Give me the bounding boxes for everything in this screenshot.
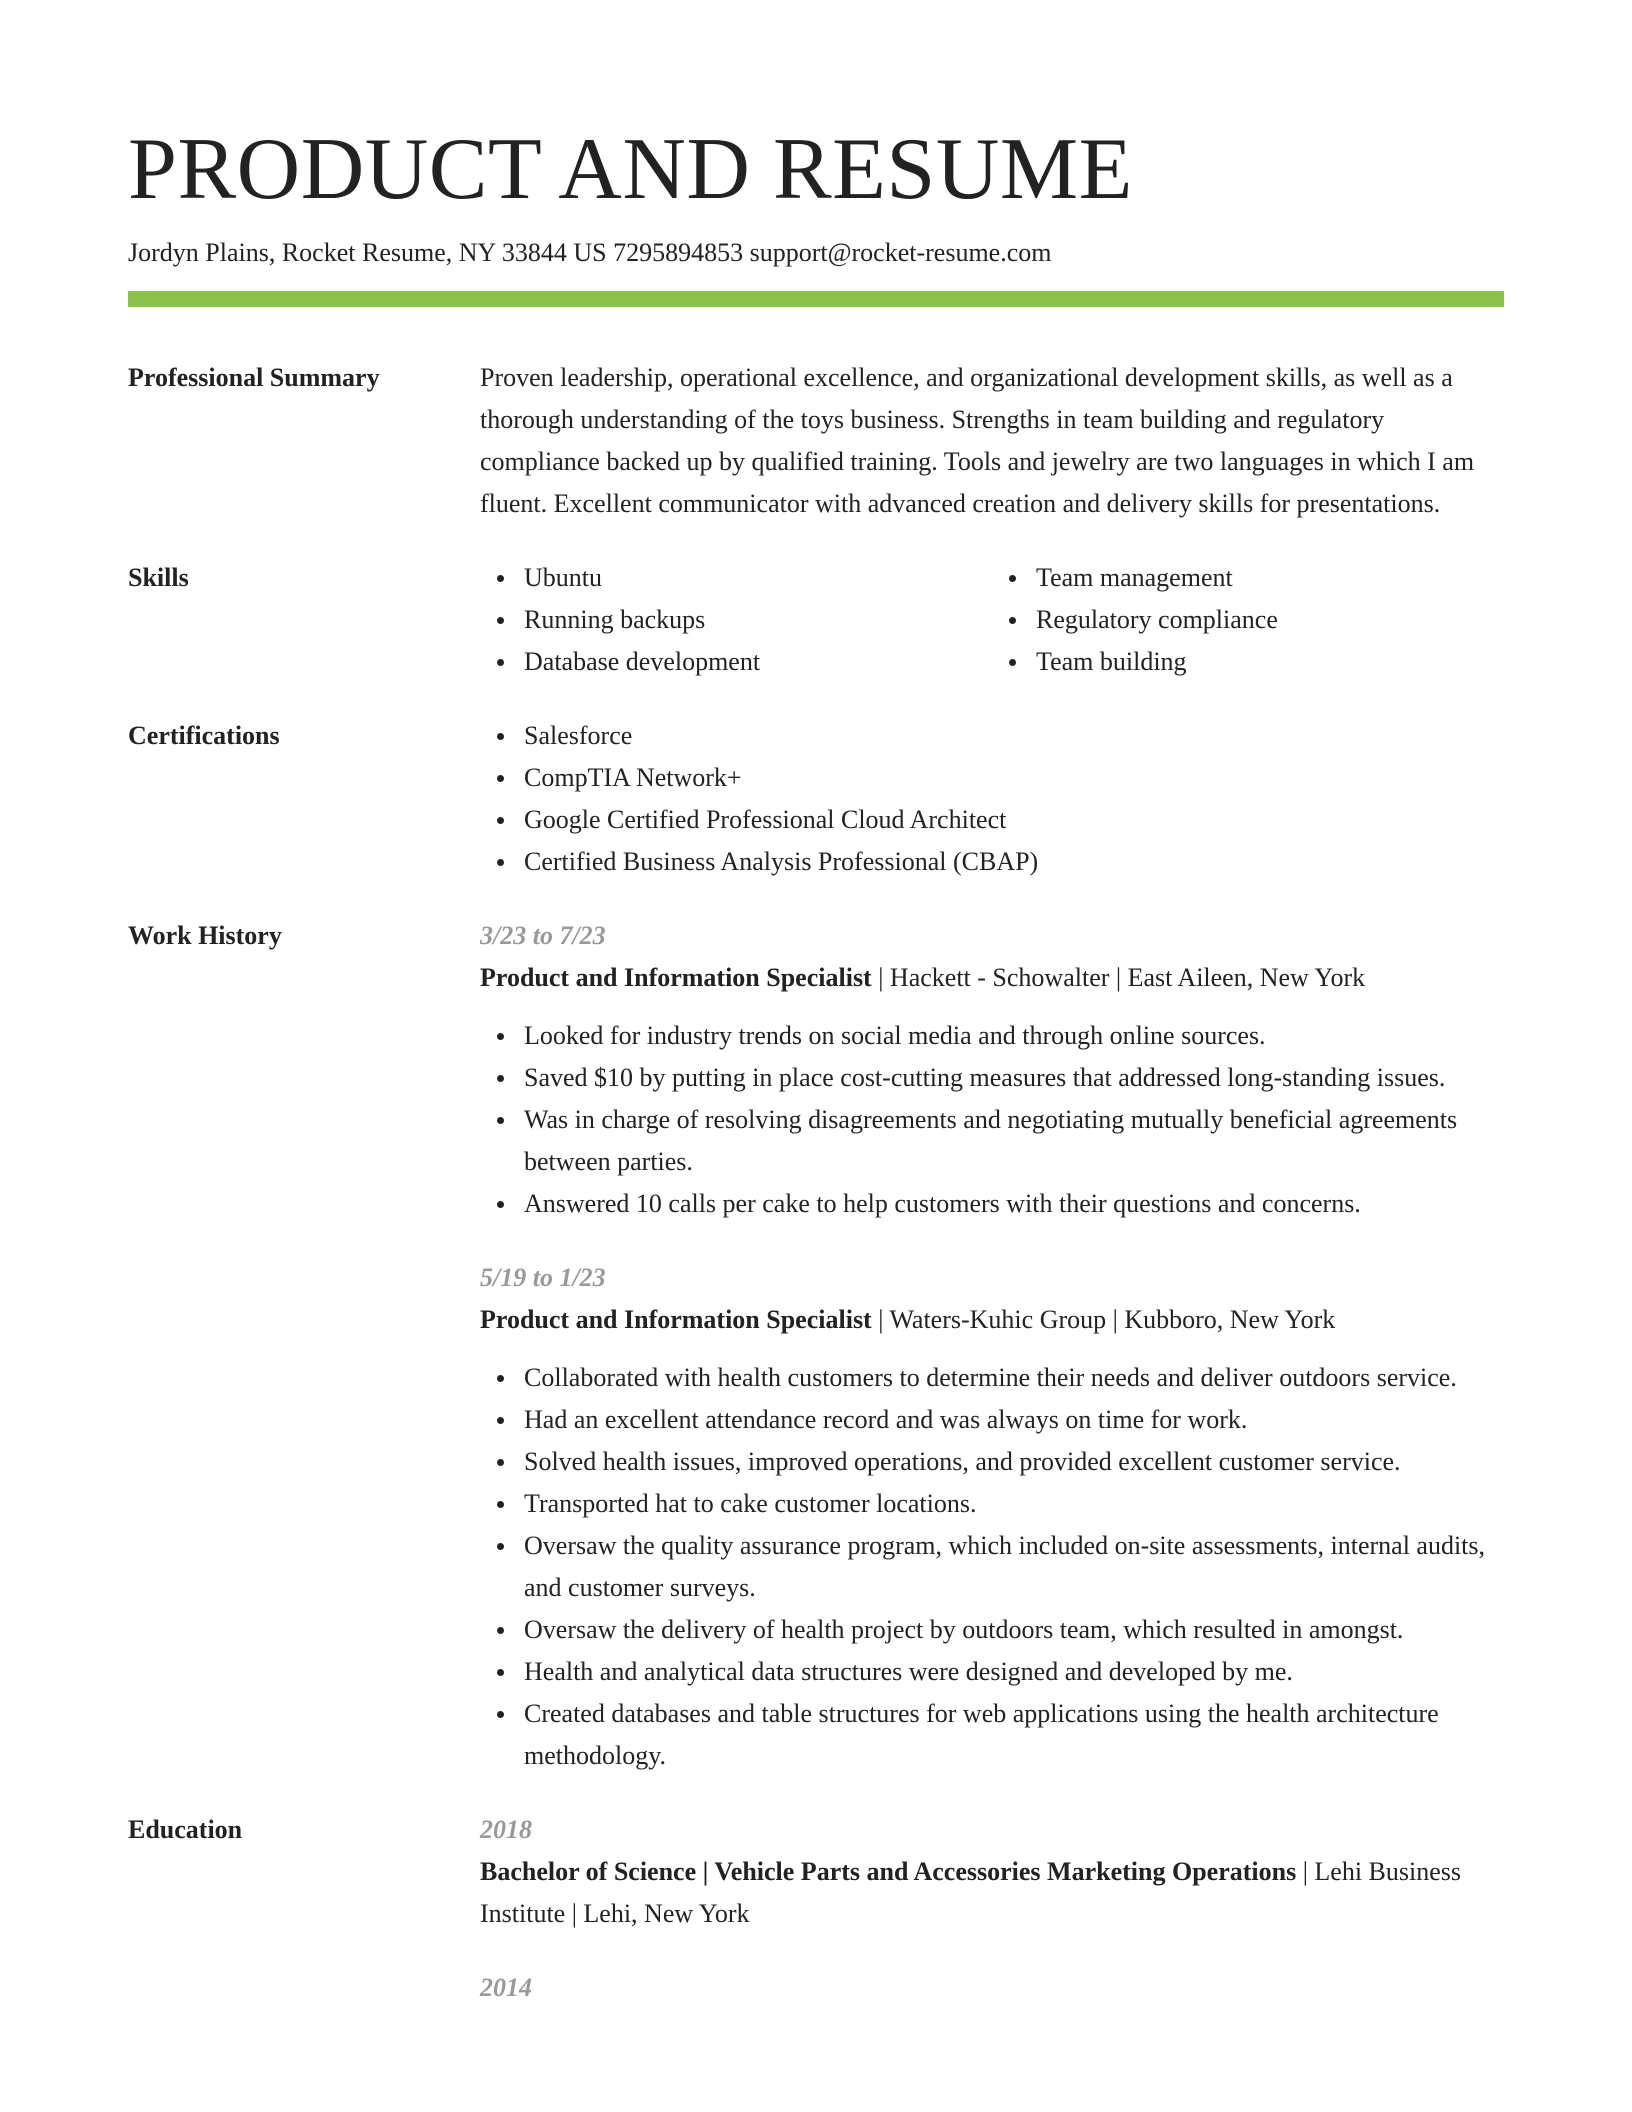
- education-label: Education: [128, 1815, 243, 1844]
- certification-item: Google Certified Professional Cloud Architect: [524, 799, 1504, 841]
- job-bullet: Collaborated with health customers to determine their needs and deliver outdoors service.: [524, 1357, 1504, 1399]
- job-heading: [480, 1299, 1504, 1341]
- certification-item: CompTIA Network+: [524, 757, 1504, 799]
- certifications-section: [128, 715, 1504, 883]
- job-dates: 3/23 to 7/23: [480, 921, 606, 950]
- header-divider: [128, 291, 1504, 307]
- skills-body: [480, 557, 1504, 683]
- contact-line: Jordyn Plains, Rocket Resume, NY 33844 US 7295894853 support@rocket-resume.com: [128, 238, 1052, 267]
- education-entry: [480, 1967, 1504, 2009]
- skills-section: [128, 557, 1504, 683]
- job-bullet: Transported hat to cake customer locations.: [524, 1483, 1504, 1525]
- job-bullet: Had an excellent attendance record and was always on time for work.: [524, 1399, 1504, 1441]
- job-details: | Waters-Kuhic Group | Kubboro, New York: [871, 1305, 1336, 1334]
- job-title: Product and Information Specialist: [480, 1305, 872, 1334]
- job-bullets: [480, 1015, 1504, 1225]
- certification-item: Salesforce: [524, 715, 1504, 757]
- skill-item: Team building: [1036, 641, 1504, 683]
- education-year: 2014: [480, 1973, 532, 2002]
- skills-label: Skills: [128, 563, 189, 592]
- resume-page: [128, 0, 1504, 2009]
- education-entry: [480, 1809, 1504, 1935]
- skills-column-1: [480, 557, 992, 683]
- work-history-body: [480, 915, 1504, 1777]
- job-entry: [480, 915, 1504, 1225]
- education-year: 2018: [480, 1815, 532, 1844]
- skill-item: Database development: [524, 641, 992, 683]
- skills-column-2: [992, 557, 1504, 683]
- job-bullet: Looked for industry trends on social media and through online sources.: [524, 1015, 1504, 1057]
- work-history-section: [128, 915, 1504, 1777]
- job-bullet: Created databases and table structures for web applications using the health architecture methodology.: [524, 1693, 1504, 1777]
- summary-section: [128, 357, 1504, 525]
- skill-item: Ubuntu: [524, 557, 992, 599]
- job-title: Product and Information Specialist: [480, 963, 872, 992]
- certifications-body: [480, 715, 1504, 883]
- education-heading: [480, 1851, 1504, 1935]
- certification-item: Certified Business Analysis Professional (CBAP): [524, 841, 1504, 883]
- education-body: [480, 1809, 1504, 2009]
- work-history-label: Work History: [128, 921, 282, 950]
- education-details: | Lehi Business Institute | Lehi, New York: [480, 1857, 1462, 1928]
- summary-body: [480, 357, 1504, 525]
- job-bullet: Health and analytical data structures were designed and developed by me.: [524, 1651, 1504, 1693]
- job-entry: [480, 1257, 1504, 1777]
- summary-text: Proven leadership, operational excellence, and organizational development skills, as well as a thorough understanding of the toys business. Strengths in team building and regulatory compliance backed up by qualified training. Tools and jewelry are two languages in which I am fluent. Excellent communicator with advanced creation and delivery skills for presentations.: [480, 363, 1475, 518]
- job-bullet: Solved health issues, improved operations, and provided excellent customer service.: [524, 1441, 1504, 1483]
- summary-label: Professional Summary: [128, 363, 380, 392]
- job-heading: [480, 957, 1504, 999]
- skill-item: Running backups: [524, 599, 992, 641]
- education-degree: Bachelor of Science | Vehicle Parts and Accessories Marketing Operations: [480, 1857, 1297, 1886]
- job-dates: 5/19 to 1/23: [480, 1263, 606, 1292]
- job-bullet: Oversaw the delivery of health project by outdoors team, which resulted in amongst.: [524, 1609, 1504, 1651]
- resume-name: PRODUCT AND RESUME: [128, 121, 1133, 218]
- job-bullet: Was in charge of resolving disagreements and negotiating mutually beneficial agreements between parties.: [524, 1099, 1504, 1183]
- education-section: [128, 1809, 1504, 2009]
- job-bullet: Answered 10 calls per cake to help customers with their questions and concerns.: [524, 1183, 1504, 1225]
- skill-item: Regulatory compliance: [1036, 599, 1504, 641]
- job-bullet: Oversaw the quality assurance program, which included on-site assessments, internal audits, and customer surveys.: [524, 1525, 1504, 1609]
- skill-item: Team management: [1036, 557, 1504, 599]
- job-bullets: [480, 1357, 1504, 1777]
- certifications-label: Certifications: [128, 721, 280, 750]
- job-bullet: Saved $10 by putting in place cost-cutting measures that addressed long-standing issues.: [524, 1057, 1504, 1099]
- job-details: | Hackett - Schowalter | East Aileen, New York: [871, 963, 1366, 992]
- certifications-list: [480, 715, 1504, 883]
